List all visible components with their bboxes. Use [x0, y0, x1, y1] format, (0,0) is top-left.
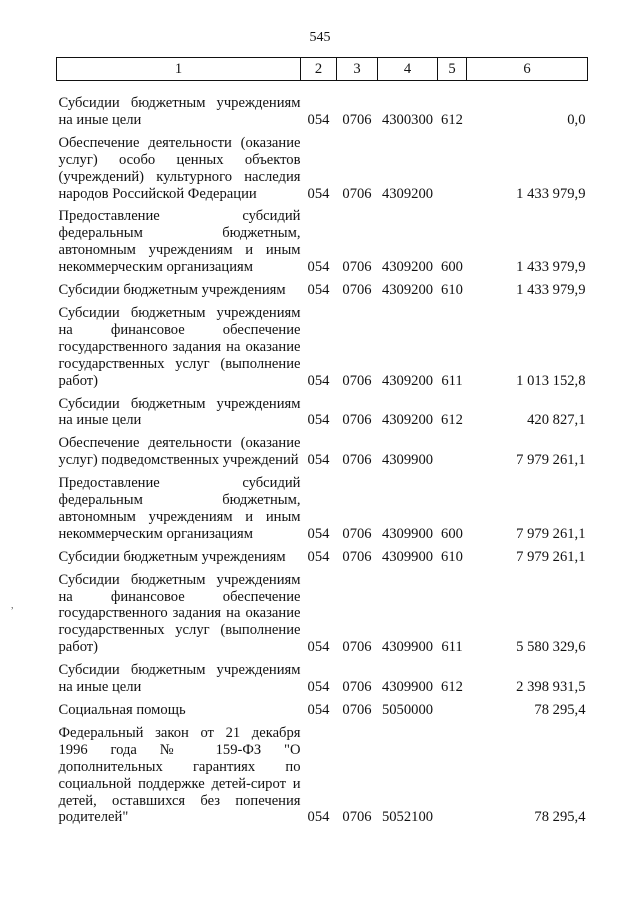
table-row — [57, 396, 588, 430]
row-name-cell: Предоставление субсидий федеральным бюджетным, автономным учреждениям и иным некоммерческим организациям — [58, 208, 301, 276]
row-ministry-code-cell: 054 — [307, 282, 330, 299]
row-amount-cell: 78 295,4 — [534, 702, 586, 718]
row-expense-type-cell — [438, 725, 467, 826]
row-amount-cell: 78 295,4 — [534, 809, 586, 826]
row-section-code-cell: 0706 — [342, 259, 372, 276]
page-number: 545 — [309, 30, 331, 45]
row-section-code-cell: 0706 — [342, 525, 372, 542]
row-expense-type-cell — [438, 135, 467, 203]
row-expense-type-cell: 612 — [441, 412, 463, 429]
row-ministry-code-cell: 054 — [307, 809, 330, 826]
row-ministry-code-cell: 054 — [307, 702, 330, 718]
row-ministry-code-cell: 054 — [307, 452, 330, 469]
row-amount-cell: 1 013 152,8 — [516, 372, 586, 389]
row-name-cell: Субсидии бюджетным учреждениям — [58, 548, 286, 565]
row-section-code-cell: 0706 — [342, 452, 372, 469]
row-article-code-cell: 4309200 — [381, 185, 434, 202]
row-amount-cell: 2 398 931,5 — [516, 679, 586, 696]
header-col-6: 6 — [467, 58, 588, 81]
row-ministry-code-cell: 054 — [307, 412, 330, 429]
row-name-cell: Субсидии бюджетным учреждениям на финансовое обеспечение государственного задания на оказание государственных услуг (выполнение работ) — [58, 571, 301, 656]
table-row — [57, 282, 588, 299]
table-row — [57, 475, 588, 543]
header-col-5: 5 — [438, 58, 467, 81]
row-name-cell: Обеспечение деятельности (оказание услуг) подведомственных учреждений — [58, 435, 301, 469]
row-article-code-cell: 4309900 — [381, 548, 434, 565]
row-name-cell: Субсидии бюджетным учреждениям на иные цели — [58, 95, 301, 128]
row-section-code-cell: 0706 — [342, 412, 372, 429]
row-ministry-code-cell: 054 — [307, 259, 330, 276]
row-section-code-cell: 0706 — [342, 702, 372, 718]
row-article-code-cell: 4309900 — [381, 525, 434, 542]
row-section-code-cell: 0706 — [342, 185, 372, 202]
row-expense-type-cell: 600 — [441, 259, 463, 276]
row-section-code-cell: 0706 — [342, 111, 372, 128]
row-article-code-cell: 4309200 — [381, 259, 434, 276]
row-ministry-code-cell: 054 — [307, 548, 330, 565]
row-ministry-code-cell: 054 — [307, 525, 330, 542]
row-article-code-cell: 5050000 — [381, 702, 434, 718]
budget-table — [56, 57, 588, 826]
row-amount-cell: 420 827,1 — [527, 412, 586, 429]
row-article-code-cell: 4309200 — [381, 412, 434, 429]
row-expense-type-cell: 612 — [441, 679, 463, 696]
row-article-code-cell: 4309200 — [381, 282, 434, 299]
table-row — [57, 305, 588, 390]
table-row — [57, 662, 588, 696]
row-ministry-code-cell: 054 — [307, 679, 330, 696]
table-row — [57, 435, 588, 469]
row-expense-type-cell: 610 — [441, 282, 463, 299]
scan-artifact-mark: , — [11, 600, 14, 611]
row-section-code-cell: 0706 — [342, 679, 372, 696]
row-expense-type-cell: 611 — [441, 372, 463, 389]
header-col-4: 4 — [378, 58, 438, 81]
row-name-cell: Субсидии бюджетным учреждениям на финансовое обеспечение государственного задания на оказание государственных услуг (выполнение работ) — [58, 304, 301, 389]
row-ministry-code-cell: 054 — [307, 372, 330, 389]
row-expense-type-cell — [438, 435, 467, 469]
row-article-code-cell: 4300300 — [381, 111, 434, 128]
row-expense-type-cell: 612 — [441, 111, 463, 128]
row-section-code-cell: 0706 — [342, 639, 372, 656]
table-body — [57, 81, 588, 827]
row-expense-type-cell: 600 — [441, 525, 463, 542]
row-name-cell: Обеспечение деятельности (оказание услуг) особо ценных объектов (учреждений) культурного наследия народов Российской Федерации — [58, 134, 301, 202]
row-name-cell: Социальная помощь — [58, 702, 186, 718]
row-article-code-cell: 4309900 — [381, 452, 434, 469]
row-amount-cell: 7 979 261,1 — [516, 525, 586, 542]
row-article-code-cell: 5052100 — [381, 809, 434, 826]
table-row — [57, 549, 588, 566]
row-ministry-code-cell: 054 — [307, 185, 330, 202]
table-row — [57, 572, 588, 657]
row-expense-type-cell: 610 — [441, 548, 463, 565]
row-amount-cell: 5 580 329,6 — [516, 639, 586, 656]
table-header — [57, 58, 588, 81]
header-col-3: 3 — [337, 58, 378, 81]
row-spacer — [57, 81, 588, 96]
row-section-code-cell: 0706 — [342, 809, 372, 826]
header-col-2: 2 — [301, 58, 337, 81]
row-name-cell: Субсидии бюджетным учреждениям на иные цели — [58, 395, 301, 429]
row-amount-cell: 7 979 261,1 — [516, 548, 586, 565]
row-amount-cell: 7 979 261,1 — [516, 452, 586, 469]
row-amount-cell: 0,0 — [567, 111, 586, 128]
row-name-cell: Субсидии бюджетным учреждениям — [58, 282, 286, 299]
row-expense-type-cell — [438, 702, 467, 719]
row-name-cell: Федеральный закон от 21 декабря 1996 года № 159-ФЗ "О дополнительных гарантиях по социальной поддержке детей-сирот и детей, оставшихся без попечения родителей" — [58, 724, 301, 826]
row-article-code-cell: 4309900 — [381, 679, 434, 696]
header-row — [57, 58, 588, 81]
row-section-code-cell: 0706 — [342, 548, 372, 565]
row-name-cell: Предоставление субсидий федеральным бюджетным, автономным учреждениям и иным некоммерческим организациям — [58, 475, 301, 542]
table-row — [57, 95, 588, 129]
header-col-1: 1 — [57, 58, 301, 81]
row-amount-cell: 1 433 979,9 — [516, 259, 586, 276]
row-section-code-cell: 0706 — [342, 282, 372, 299]
row-amount-cell: 1 433 979,9 — [516, 282, 586, 299]
table-row — [57, 725, 588, 826]
row-article-code-cell: 4309200 — [381, 372, 434, 389]
row-expense-type-cell: 611 — [441, 639, 463, 656]
table-row — [57, 208, 588, 276]
row-spacer-cell — [57, 81, 588, 96]
row-amount-cell: 1 433 979,9 — [516, 185, 586, 202]
table-row — [57, 135, 588, 203]
row-name-cell: Субсидии бюджетным учреждениям на иные цели — [58, 662, 301, 696]
row-section-code-cell: 0706 — [342, 372, 372, 389]
table-row — [57, 702, 588, 719]
row-article-code-cell: 4309900 — [381, 639, 434, 656]
row-ministry-code-cell: 054 — [307, 639, 330, 656]
row-ministry-code-cell: 054 — [307, 111, 330, 128]
